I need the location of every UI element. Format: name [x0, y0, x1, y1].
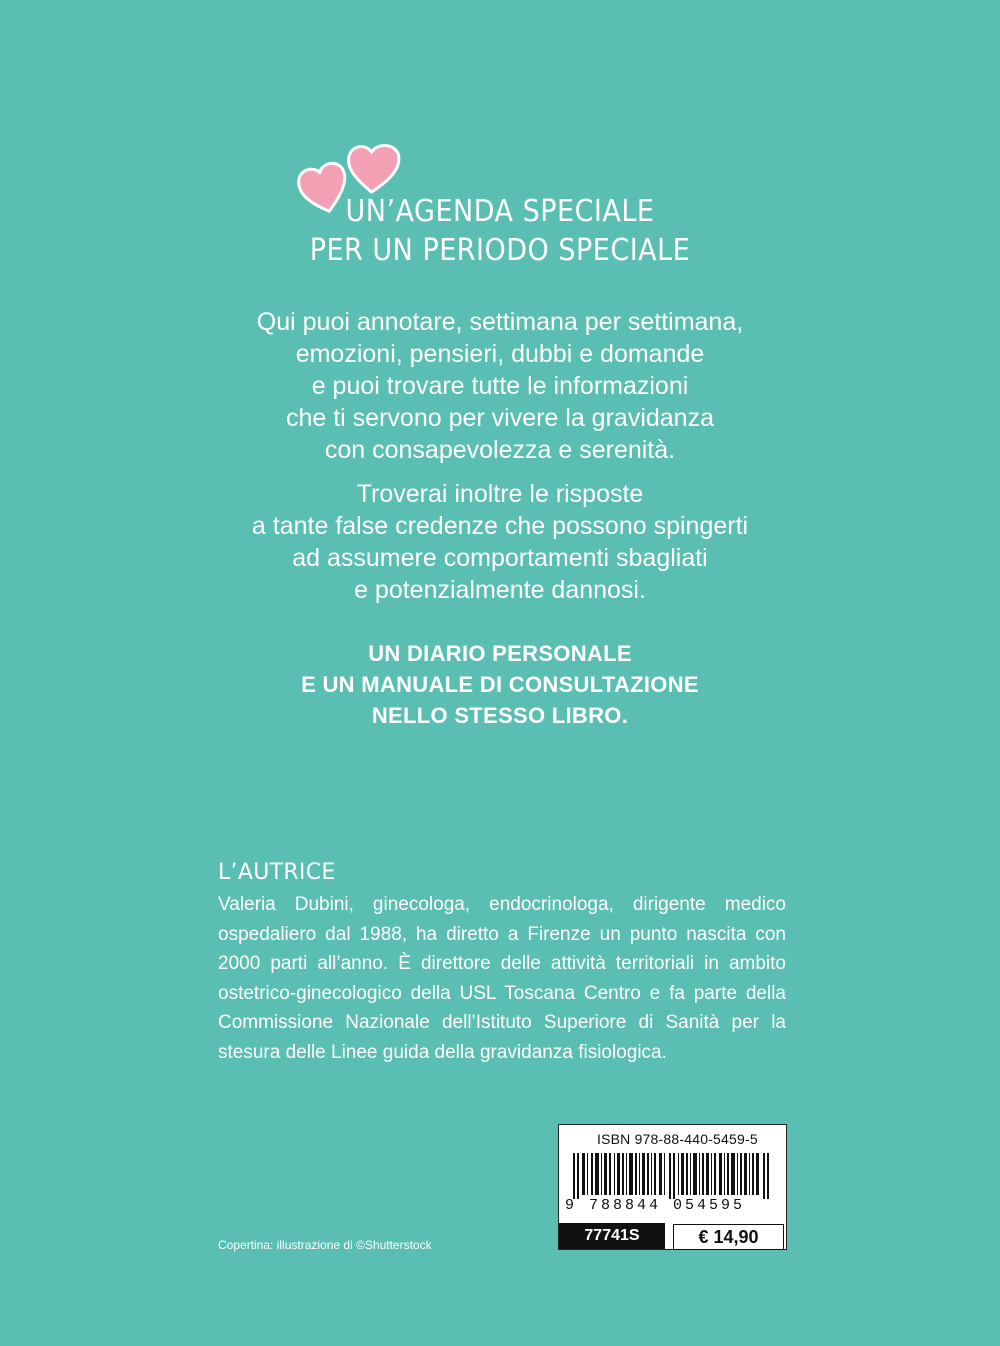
tagline-line: PER UN PERIODO SPECIALE: [309, 233, 691, 268]
secondary-paragraph: [0, 478, 1000, 606]
tagline: [0, 192, 1000, 270]
paragraph-line: ad assumere comportamenti sbagliati: [292, 544, 708, 572]
paragraph-line: con consapevolezza e serenità.: [324, 436, 676, 464]
paragraph-line: a tante false credenze che possono spingerti: [251, 512, 749, 540]
barcode-panel: [558, 1124, 787, 1250]
author-heading: L’AUTRICE: [218, 860, 336, 885]
product-code: 77741S: [559, 1223, 665, 1249]
highlight-line: UN DIARIO PERSONALE: [368, 641, 632, 666]
price-label: € 14,90: [673, 1224, 784, 1250]
barcode-icon: [573, 1153, 773, 1199]
paragraph-line: che ti servono per vivere la gravidanza: [285, 404, 714, 432]
author-bio: Valeria Dubini, ginecologa, endocrinologa, dirigente medico ospedaliero dal 1988, ha diretto a Firenze un punto nascita con 2000 parti all’anno. È direttore delle attività territoriali in ambito ostetrico-ginecologico della USL Toscana Centro e fa parte della Commissione Nazionale dell’Istituto Superiore di Sanità per la stesura delle Linee guida della gravidanza fisiologica.: [218, 894, 786, 1063]
tagline-line: UN’AGENDA SPECIALE: [345, 194, 655, 229]
paragraph-line: e puoi trovare tutte le informazioni: [311, 372, 689, 400]
paragraph-line: e potenzialmente dannosi.: [354, 576, 646, 604]
paragraph-line: Troverai inoltre le risposte: [356, 480, 644, 508]
description-paragraph: [0, 306, 1000, 466]
highlight-block: [0, 638, 1000, 731]
price-row: [559, 1223, 786, 1249]
highlight-line: NELLO STESSO LIBRO.: [371, 703, 629, 728]
heart-icon: [345, 142, 400, 195]
cover-credit: Copertina: illustrazione di ©Shutterstock: [218, 1238, 432, 1252]
barcode-digits: 9 788844 054595: [565, 1197, 746, 1214]
paragraph-line: Qui puoi annotare, settimana per settimana,: [256, 308, 744, 336]
highlight-line: E UN MANUALE DI CONSULTAZIONE: [301, 672, 699, 697]
isbn-label: ISBN 978-88-440-5459-5: [597, 1131, 758, 1147]
paragraph-line: emozioni, pensieri, dubbi e domande: [295, 340, 705, 368]
